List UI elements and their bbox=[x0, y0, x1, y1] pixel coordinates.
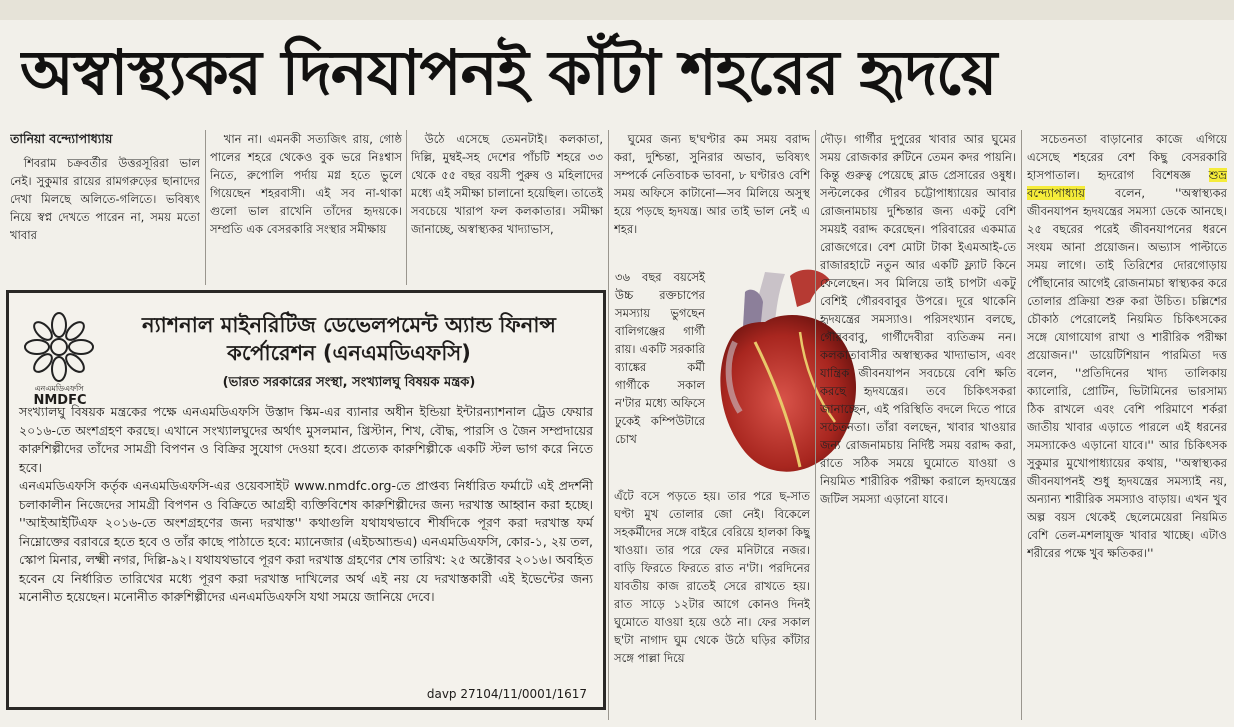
inset-text: ৩৬ বছর বয়সেই উচ্চ রক্তচাপের সমস্যায় ভুগছেন বালিগঞ্জের গার্গী রায়। একটি সরকারি ব্যাঙ্কের কর্মী গার্গীকে সকাল ন'টার মধ্যে অফিসে ঢুকেই কম্পিউটারে চোখ bbox=[615, 270, 705, 446]
column-6-text-a: সচেতনতা বাড়ানোর কাজে এগিয়ে এসেছে শহরের বেশ কিছু বেসরকারি হাসপাতাল। হৃদরোগ বিশেষজ্ঞ bbox=[1027, 132, 1227, 182]
byline: তানিয়া বন্দ্যোপাধ্যায় bbox=[10, 131, 113, 146]
column-2-text: খান না। এমনকী সত্যজিৎ রায়, গোষ্ঠ পালের শহরে থেকেও বুক ভরে নিঃশ্বাস নিতে, রুপোলি পর্দায় মগ্ন হতে ভুলে গিয়েছেন শহরবাসী। এই সব না-থাকা গুলো ভাল রাখেনি তাঁদের হৃদয়কে। সম্প্রতি এক বেসরকারি সংস্থার সমীক্ষায় bbox=[210, 132, 402, 236]
column-5-text: দৌড়। গার্গীর দুপুরের খাবার আর ঘুমের সময় রোজকার রুটিনে তেমন কদর পায়নি। কিন্তু গুরুত্ব পেয়েছে ব্লাড প্রেসারের ওষুধ। সল্টলেকের গৌরব চট্টোপাধ্যায়ের আবার রোজনামচায় দুশ্চিন্তার জন্য একটু বেশি সময়ই বরাদ্দ করেছেন। পরিবারের একমাত্র রোজগেরে। বেশ মোটা টাকা ইএমআই-তে রাজারহাটে নতুন আর একটি ফ্ল্যাট কিনে ফেলেছেন। সব মিলিয়ে তাই চাপটা একটু বেশিই গৌরববাবুর উপরে। দূরে থাকেনি হৃদযন্ত্রের সমস্যাও। পরিসংখ্যান বলছে, গৌরববাবু, গার্গীদেবীরা ব্যতিক্রম নন। কলকাতাবাসীর অস্বাস্থ্যকর খাদ্যাভাস, এবং যান্ত্রিক জীবনযাপন সবচেয়ে বেশি ক্ষতি করছে হৃদযন্ত্রের। তবে চিকিৎসকরা জানাচ্ছেন, এই পরিস্থিতি বদলে দিতে পারে সচেতনতা। তাঁরা বলছেন, খাবার খাওয়ার জন্য রোজনামচায় নির্দিষ্ট সময় বরাদ্দ করা, রাতে সঠিক সময়ে ঘুমোতে যাওয়া ও নিয়মিত শারীরিক পরীক্ষা করালে হৃদযন্ত্রের জটিল সমস্যা এড়ানো যাবে। bbox=[820, 132, 1016, 506]
article-column-4 bbox=[614, 130, 810, 266]
column-1-text: শিবরাম চক্রবর্তীর উত্তরসূরিরা ভাল নেই। সুকুমার রায়ের রামগরুড়ের ছানাদের দেখা মিলছে অলিতে-গলিতে। ভবিষ্যৎ নিয়ে স্বপ্ন দেখতে পারেন না, সময় মতো খাবার bbox=[10, 156, 200, 242]
column-4-lower-text: এঁটে বসে পড়তে হয়। তার পরে ছ-সাত ঘণ্টা মুখ তোলার জো নেই। বিকেলে সহকর্মীদের সঙ্গে বাইরে বেরিয়ে হালকা কিছু খাওয়া। তার পরে ফের মনিটারে নজর। বাড়ি ফিরতে ফিরতে রাত ন'টা। পরদিনের যাবতীয় কাজ রাতেই সেরে রাখতে হয়। রাত সাড়ে ১২টার আগে কোনও দিনই ঘুমোতে যাওয়া হয়ে ওঠে না। ফের সকাল ছ'টা নাগাদ ঘুম থেকে উঠে ঘড়ির কাঁটার সঙ্গে পাল্লা দিয়ে bbox=[614, 489, 810, 665]
column-divider bbox=[1021, 130, 1022, 720]
headline: অস্বাস্থ্যকর দিনযাপনই কাঁটা শহরের হৃদয়ে bbox=[20, 36, 997, 109]
article-column-3 bbox=[411, 130, 603, 280]
ad-code: davp 27104/11/0001/1617 bbox=[426, 687, 587, 701]
article-column-5 bbox=[820, 130, 1016, 720]
column-divider bbox=[608, 130, 609, 720]
ad-paragraph-2: এনএমডিএফসি কর্তৃক এনএমডিএফসি-এর ওয়েবসাইট www.nmdfc.org-তে প্রাপ্তব্য নির্ধারিত ফর্মাটে এই প্রদর্শনী চলাকালীন নিজেদের সামগ্রী বিপণন ও বিক্রিতে আগ্রহী ব্যক্তিবিশেষ কারুশিল্পীদের জন্য দরখাস্ত আহ্বান করা হচ্ছে। ''আইআইটিএফ ২০১৬-তে অংশগ্রহণের জন্য দরখাস্ত'' কথাগুলি যথাযথভাবে শীর্ষদিকে পূরণ করা দরখাস্ত ফর্ম নিম্নোক্তের বরাবরে হতে হবে ও তাঁর কাছে পাঠাতে হবে: ম্যানেজার (এইচআ্যন্ডএ) এনএমডিএফসি, কোর-১, ২য় তল, স্কোপ মিনার, লক্ষ্মী নগর, দিল্লি-৯২। যথাযথভাবে পূরণ করা দরখাস্ত গ্রহণের শেষ তারিখ: ২৫ অক্টোবর ২০১৬। অবহিত হবেন যে নির্ধারিত তারিখের মধ্যে পূরণ করা দরখাস্ত দাখিলের অর্থ এই নয় যে দরখাস্তকারী এই ইভেন্টের জন্য মনোনীত হয়েছেন। মনোনীত কারুশিল্পীদের এনএমডিএফসি যথা সময়ে জানিয়ে দেবে। bbox=[19, 478, 593, 604]
ad-paragraph-1: সংখ্যালঘু বিষয়ক মন্ত্রকের পক্ষে এনএমডিএফসি উস্তাদ স্কিম-এর ব্যানার অধীন ইন্ডিয়া ইন্টারন্যাশনাল ট্রেড ফেয়ার ২০১৬-তে অংশগ্রহণ করছে। এখানে সংখ্যালঘুদের অর্থাৎ মুসলমান, খ্রিস্টান, শিখ, বৌদ্ধ, পারসি ও জৈন সম্প্রদায়ের কারুশিল্পীদের তাঁদের সামগ্রী বিপণন ও বিক্রির সুযোগ দেওয়া হবে। প্রত্যেক কারুশিল্পীকে একটি স্টল ভাগ করে নিতে হবে। bbox=[19, 404, 593, 475]
nmdfc-advertisement bbox=[6, 290, 606, 710]
ad-title: ন্যাশনাল মাইনরিটিজ ডেভেলপমেন্ট অ্যান্ড ফিনান্স কর্পোরেশন (এনএমডিএফসি) bbox=[142, 313, 556, 365]
nmdfc-logo-icon bbox=[23, 311, 95, 385]
column-divider bbox=[205, 130, 206, 285]
top-strip bbox=[0, 0, 1234, 20]
column-3-text: উঠে এসেছে তেমনটাই। কলকাতা, দিল্লি, মুম্বই-সহ দেশের পাঁচটি শহরে ৩৩ থেকে ৫৫ বছর বয়সী পুরুষ ও মহিলাদের মধ্যে এই সমীক্ষা চালানো হয়েছিল। তাতেই সবচেয়ে খারাপ ফল কলকাতার। সমীক্ষা জানাচ্ছে, অস্বাস্থ্যকর খাদ্যাভাস, bbox=[411, 132, 603, 236]
logo-brand: NMDFC bbox=[33, 393, 87, 408]
column-divider bbox=[406, 130, 407, 285]
ad-subtitle: (ভারত সরকারের সংস্থা, সংখ্যালঘু বিষয়ক মন্ত্রক) bbox=[222, 375, 476, 390]
article-column-1 bbox=[10, 130, 200, 280]
article-column-2 bbox=[210, 130, 402, 280]
ad-body bbox=[19, 403, 593, 607]
logo-caption: এনএমডিএফসি bbox=[34, 384, 84, 393]
article-column-6 bbox=[1027, 130, 1227, 720]
article-inset-text bbox=[615, 268, 705, 448]
column-6-text-b: বলেন, ''অস্বাস্থ্যকর জীবনযাপন হৃদযন্ত্রের সমস্যা ডেকে আনছে। ২৫ বছরের পরেই জীবনযাপনের ধরনে সংযম আনা প্রয়োজন। অভ্যাস পাল্টাতে সময় লাগে। তাই তিরিশের দোরগোড়ায় পৌঁছানোর আগেই রোজনামচা স্বাস্থ্যকর করে তোলার প্রক্রিয়া শুরু করা উচিত। চল্লিশের চৌকাঠ পেরোলেই নিয়মিত চিকিৎসকের সঙ্গে যোগাযোগ রাখা ও শারীরিক পরীক্ষা প্রয়োজন।'' ডায়েটিশিয়ান পারমিতা দত্ত বলেন, ''প্রতিদিনের খাদ্য তালিকায় ক্যালোরি, প্রোটিন, ভিটামিনের ভারসাম্য ঠিক রাখলে এবং বেশি পরিমাণে শর্করা জাতীয় খাবার এড়াতে পারলে এই ধরনের সমস্যাকেও এড়ানো যাবে।'' আর চিকিৎসক সুকুমার মুখোপাধ্যায়ের কথায়, ''অস্বাস্থ্যকর জীবনযাপনই শুধু হৃদযন্ত্রের সমস্যাই নয়, অন্যান্য শারীরিক সমস্যাও বাড়ায়। এখন খুব অল্প বয়স থেকেই ছেলেমেয়েরা নিয়মিত বেশি তেল-মশলাযুক্ত খাবার খাচ্ছে। এটাও শরীরের পক্ষে খুব ক্ষতিকর।'' bbox=[1027, 186, 1227, 560]
highlighted-name: শুভ্র বন্দ্যোপাধ্যায় bbox=[1027, 168, 1227, 200]
column-4-text: ঘুমের জন্য ছ'ঘণ্টার কম সময় বরাদ্দ করা, দুশ্চিন্তা, সুনিরার অভাব, ভবিষ্যৎ সম্পর্কে নেতিবাচক ভাবনা, ৮ ঘণ্টারও বেশি সময় অফিসে কাটানো—সব মিলিয়ে অসুস্থ হয়ে পড়ছে হৃদযন্ত্র। আর তাই ভাল নেই এ শহর। bbox=[614, 132, 810, 236]
article-column-4-lower bbox=[614, 487, 810, 719]
column-divider bbox=[815, 130, 816, 720]
